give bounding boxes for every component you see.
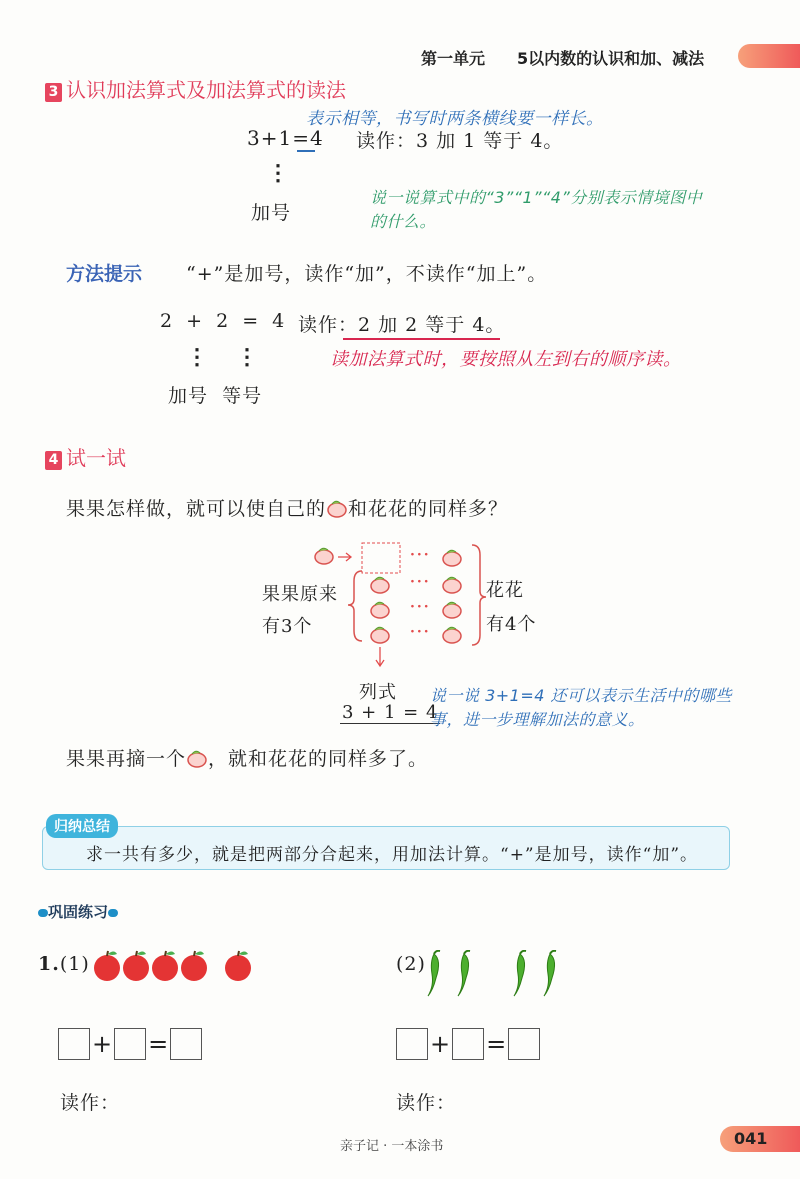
dots-row-4: ··· <box>410 624 431 640</box>
summary-text: 求一共有多少，就是把两部分合起来，用加法计算。“+”是加号，读作“加”。 <box>86 845 699 865</box>
section3-title: 认识加法算式及加法算式的读法 <box>66 78 346 102</box>
peach-icon <box>186 748 208 768</box>
apple-icon <box>94 951 120 981</box>
answer-row-1 <box>58 1028 202 1060</box>
header-topic: 5以内数的认识和加、减法 <box>517 49 705 68</box>
dots-row-3: ··· <box>410 599 431 615</box>
pepper-icon <box>428 951 440 996</box>
addend-box-1[interactable] <box>396 1028 428 1060</box>
note-equal-lines: 表示相等，书写时两条横线要一样长。 <box>306 109 604 129</box>
footer-brand: 亲子记 · 一本涂书 <box>340 1139 444 1154</box>
method-label: 方法提示 <box>66 263 143 285</box>
header-unit: 第一单元 <box>421 49 486 68</box>
section4-heading <box>45 442 126 471</box>
formula: 3 + 1 = 4 <box>342 702 439 723</box>
section3-heading <box>45 74 346 103</box>
peach-icon <box>326 498 348 518</box>
apple-icon <box>225 951 251 981</box>
arrow-down-icon <box>376 647 384 666</box>
huahua-label-a: 花花 <box>486 580 524 601</box>
peach-huahua-4 <box>443 627 461 643</box>
sum-box[interactable] <box>508 1028 540 1060</box>
peach-guoguo-2 <box>371 602 389 618</box>
read-label-1: 读作： <box>60 1092 121 1114</box>
arrow-right-icon <box>338 553 351 561</box>
peach-huahua-3 <box>443 602 461 618</box>
peach-extra <box>315 548 333 564</box>
dots-row-1: ··· <box>410 547 431 563</box>
header-stripe <box>738 44 800 68</box>
peach-huahua-2 <box>443 577 461 593</box>
pepper-icon <box>544 951 556 996</box>
part-2-label: (2) <box>396 953 426 975</box>
note-say-meaning: 说一说算式中的“3”“1”“4”分别表示情境图中的什么。 <box>370 188 703 231</box>
dots-plus: ⋮ <box>186 344 208 370</box>
plus-equal-labels: 加号 等号 <box>168 385 263 407</box>
dots-eq1: ⋮ <box>267 160 289 186</box>
note-life-meaning: 说一说 3+1=4 还可以表示生活中的哪些事，进一步理解加法的意义。 <box>430 686 733 729</box>
question-1 <box>38 953 90 975</box>
guoguo-label-a: 果果原来 <box>262 584 338 605</box>
equals-sign: = <box>486 1030 507 1058</box>
note-read-order: 读加法算式时，要按照从左到右的顺序读。 <box>330 349 682 370</box>
question-part-b: 和花花的同样多？ <box>348 498 509 520</box>
addend-box-2[interactable] <box>114 1028 146 1060</box>
practice-title: 巩固练习 <box>48 903 109 921</box>
dots-row-2: ··· <box>410 574 431 590</box>
section3-number: 3 <box>45 83 62 102</box>
plus-sign-label: 加号 <box>251 202 292 224</box>
section4-answer <box>66 744 428 771</box>
apple-icon <box>181 951 207 981</box>
section4-title: 试一试 <box>66 446 126 470</box>
question-number: 1. <box>38 953 60 975</box>
section4-number: 4 <box>45 451 62 470</box>
answer-part-a: 果果再摘一个 <box>66 748 187 770</box>
dots-equal: ⋮ <box>236 344 258 370</box>
method-text: “+”是加号，读作“加”，不读作“加上”。 <box>186 263 548 285</box>
huahua-label-b: 有4个 <box>486 614 537 635</box>
section4-question <box>66 494 508 521</box>
equals-sign: = <box>148 1030 169 1058</box>
badge-right-icon <box>108 909 118 917</box>
right-brace <box>472 545 486 645</box>
peach-guoguo-1 <box>371 577 389 593</box>
addend-box-2[interactable] <box>452 1028 484 1060</box>
summary-badge: 归纳总结 <box>46 814 118 838</box>
question-part-a: 果果怎样做，就可以使自己的 <box>66 498 327 520</box>
badge-left-icon <box>38 909 48 917</box>
plus-sign: + <box>430 1030 451 1058</box>
apple-icon <box>152 951 178 981</box>
equation-2: 2 + 2 = 4 <box>160 310 286 332</box>
practice-badge <box>38 901 118 922</box>
peach-guoguo-3 <box>371 627 389 643</box>
answer-part-b: ，就和花花的同样多了。 <box>208 748 429 770</box>
apples <box>92 948 256 984</box>
list-label: 列式 <box>359 682 397 703</box>
equation-1-reading: 读作：3 加 1 等于 4。 <box>356 130 564 152</box>
sum-box[interactable] <box>170 1028 202 1060</box>
read-label-2: 读作： <box>396 1092 457 1114</box>
answer-row-2 <box>396 1028 540 1060</box>
reading-underline <box>343 338 500 340</box>
left-brace <box>348 571 362 641</box>
equation-2-reading: 读作：2 加 2 等于 4。 <box>298 314 506 336</box>
peach-huahua-1 <box>443 550 461 566</box>
part-1-label: (1) <box>59 953 90 975</box>
pepper-icon <box>458 951 470 996</box>
plus-sign: + <box>92 1030 113 1058</box>
equal-underline <box>297 150 315 152</box>
equation-1: 3+1=4 <box>247 126 324 150</box>
peppers <box>424 950 574 1002</box>
pepper-icon <box>514 951 526 996</box>
addend-box-1[interactable] <box>58 1028 90 1060</box>
apple-icon <box>123 951 149 981</box>
dashed-box <box>362 543 400 573</box>
page-number: 041 <box>720 1126 800 1152</box>
guoguo-label-b: 有3个 <box>262 616 313 637</box>
